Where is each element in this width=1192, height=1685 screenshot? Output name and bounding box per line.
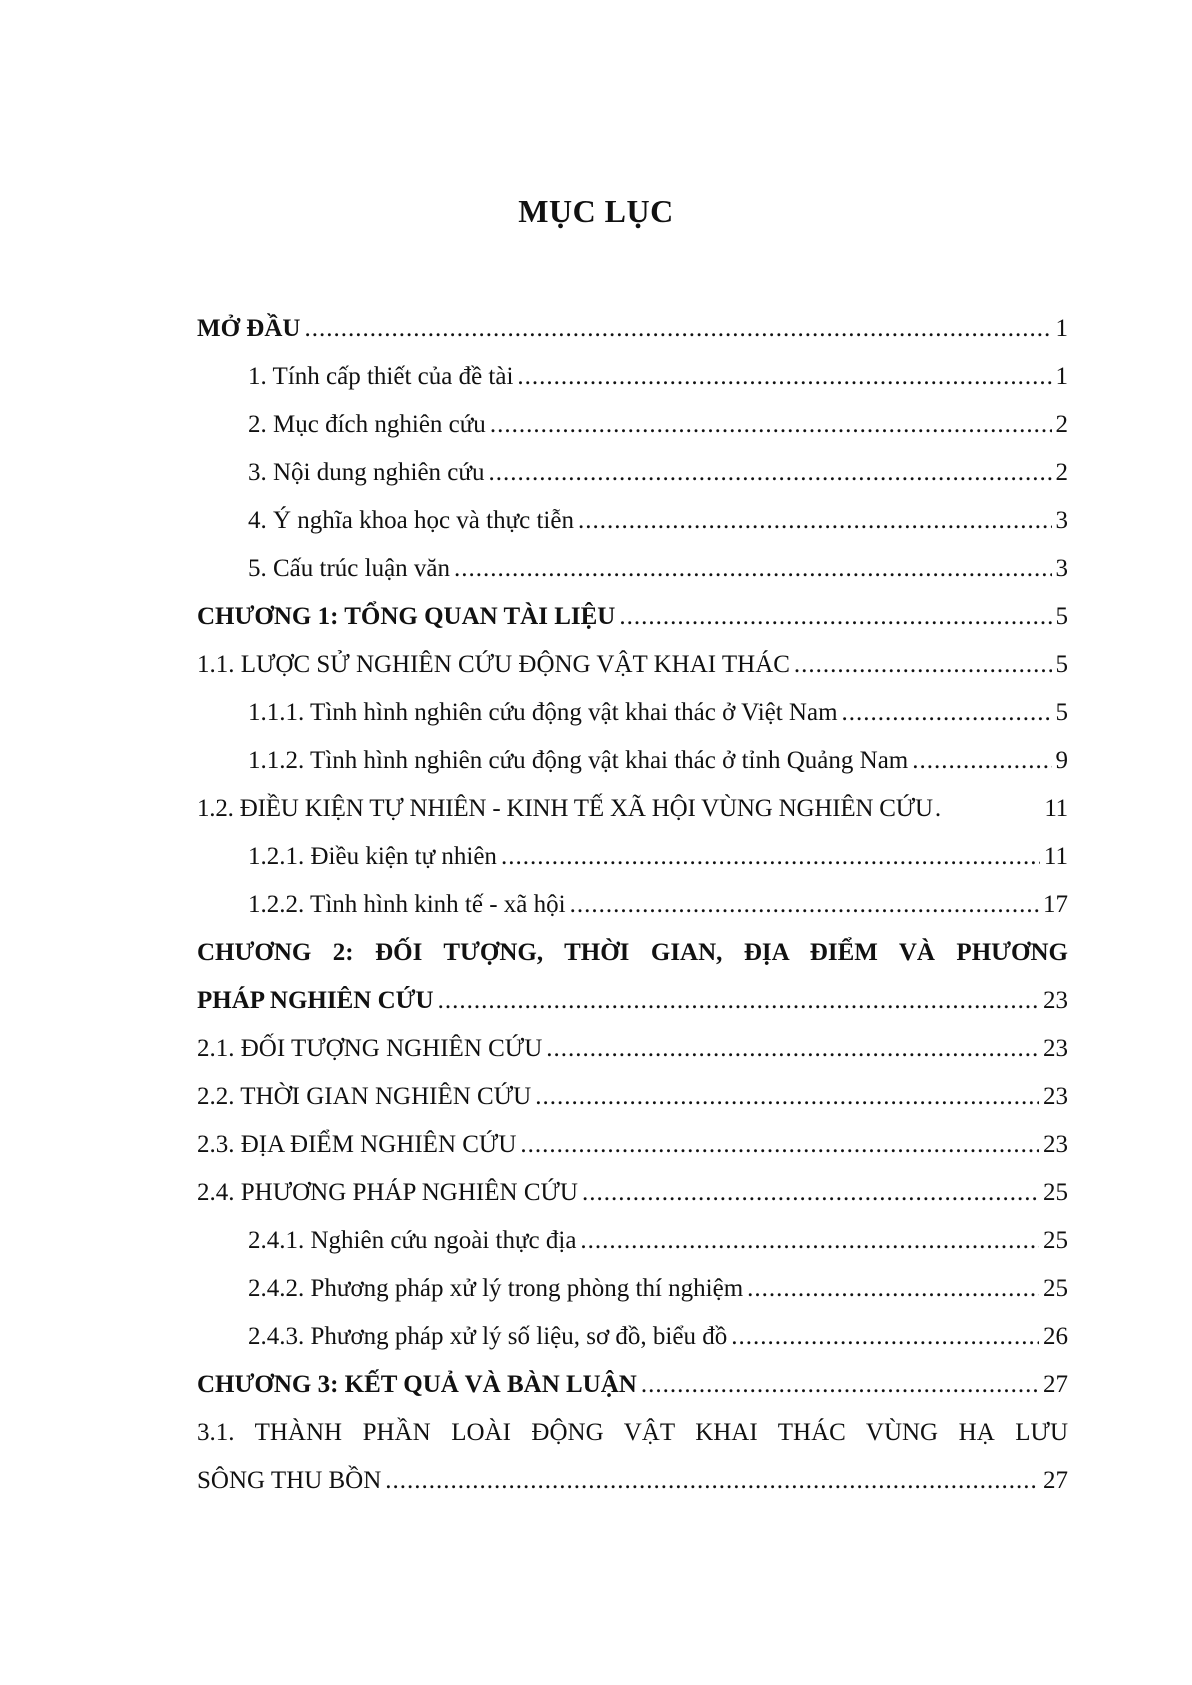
toc-entry-page: 26 [1043,1323,1068,1350]
toc-entry-label: 1.2. ĐIỀU KIỆN TỰ NHIÊN - KINH TẾ XÃ HỘI VÙNG NGHIÊN CỨU [197,795,933,822]
table-of-contents [197,296,1068,1496]
leader-dots [490,410,1052,440]
leader-dots [438,986,1039,1016]
leader-dots [619,602,1051,632]
leader-dots [304,314,1051,344]
leader-dots [570,890,1039,920]
toc-entry[interactable] [197,1352,1068,1400]
toc-entry-label: 2.4.2. Phương pháp xử lý trong phòng thí nghiệm [248,1275,744,1302]
toc-entry[interactable] [197,344,1068,392]
toc-entry-page: 23 [1043,1035,1068,1062]
toc-entry[interactable] [197,776,1068,824]
leader-dots [546,1034,1039,1064]
leader-dots [582,1178,1039,1208]
leader-dots [578,506,1052,536]
leader-dots [794,650,1052,680]
toc-entry-label: 2.3. ĐỊA ĐIỂM NGHIÊN CỨU [197,1131,517,1158]
toc-entry-label: 2. Mục đích nghiên cứu [248,411,486,438]
toc-entry-page: 2 [1055,411,1068,438]
toc-entry[interactable] [197,1208,1068,1256]
toc-entry-page: 25 [1043,1179,1068,1206]
toc-entry-label: 1.1.1. Tình hình nghiên cứu động vật khai thác ở Việt Nam [248,699,838,726]
toc-entry-page: 17 [1043,891,1068,918]
toc-entry-label: 3.1. THÀNH PHẦN LOÀI ĐỘNG VẬT KHAI THÁC VÙNG HẠ LƯU [197,1419,1068,1446]
toc-entry-page: 25 [1043,1275,1068,1302]
toc-entry[interactable] [197,824,1068,872]
toc-entry-label: 4. Ý nghĩa khoa học và thực tiễn [248,507,574,534]
toc-entry-line-1[interactable] [197,1400,1068,1448]
toc-entry[interactable] [197,536,1068,584]
toc-entry[interactable] [197,296,1068,344]
toc-entry[interactable] [197,1016,1068,1064]
toc-entry[interactable] [197,872,1068,920]
leader-dots [501,842,1040,872]
toc-entry[interactable] [197,1160,1068,1208]
leader-dots [842,698,1052,728]
toc-entry[interactable] [197,728,1068,776]
toc-entry-page: 3 [1055,507,1068,534]
toc-entry-label: 1.2.1. Điều kiện tự nhiên [248,843,497,870]
toc-entry-line-2[interactable] [197,968,1068,1016]
toc-entry-page: 5 [1055,603,1068,630]
toc-entry-label: 2.2. THỜI GIAN NGHIÊN CỨU [197,1083,532,1110]
toc-entry[interactable] [197,584,1068,632]
toc-entry-page: 23 [1043,1083,1068,1110]
toc-entry-page: 27 [1043,1467,1068,1494]
toc-entry-label: 2.1. ĐỐI TƯỢNG NGHIÊN CỨU [197,1035,543,1062]
page-title: MỤC LỤC [518,193,674,229]
toc-entry-line-2[interactable] [197,1448,1068,1496]
toc-entry-label: CHƯƠNG 3: KẾT QUẢ VÀ BÀN LUẬN [197,1371,637,1398]
toc-entry-page: 5 [1055,651,1068,678]
toc-entry-label: 1.2.2. Tình hình kinh tế - xã hội [248,891,566,918]
toc-entry[interactable] [197,680,1068,728]
toc-entry-page: 2 [1055,459,1068,486]
leader-dots [747,1274,1039,1304]
toc-entry-label: 5. Cấu trúc luận văn [248,555,451,582]
toc-entry-page: 27 [1043,1371,1068,1398]
toc-entry-label: SÔNG THU BỒN [197,1467,382,1494]
leader-dots [520,1130,1039,1160]
toc-entry-page: 23 [1043,1131,1068,1158]
leader-dots [488,458,1051,488]
toc-entry[interactable] [197,632,1068,680]
toc-entry[interactable] [197,392,1068,440]
toc-entry[interactable] [197,1112,1068,1160]
toc-entry-label: 2.4.1. Nghiên cứu ngoài thực địa [248,1227,577,1254]
toc-entry-page: 1 [1055,315,1068,342]
toc-entry-label: PHÁP NGHIÊN CỨU [197,987,434,1014]
leader-dots [641,1370,1039,1400]
toc-entry-page: 23 [1043,987,1068,1014]
toc-entry-page: 11 [1044,795,1068,822]
toc-entry-page: 9 [1055,747,1068,774]
toc-entry[interactable] [197,1064,1068,1112]
toc-entry-label: CHƯƠNG 1: TỔNG QUAN TÀI LIỆU [197,603,616,630]
toc-entry-line-1[interactable] [197,920,1068,968]
toc-entry[interactable] [197,440,1068,488]
toc-entry-page: 3 [1055,555,1068,582]
leader-dots [912,746,1051,776]
toc-entry-label: 1.1.2. Tình hình nghiên cứu động vật khai thác ở tỉnh Quảng Nam [248,747,909,774]
toc-entry[interactable] [197,1256,1068,1304]
toc-entry-page: 25 [1043,1227,1068,1254]
toc-entry-label: 3. Nội dung nghiên cứu [248,459,485,486]
toc-entry-page: 5 [1055,699,1068,726]
toc-entry-label: 1.1. LƯỢC SỬ NGHIÊN CỨU ĐỘNG VẬT KHAI THÁC [197,651,790,678]
toc-entry-label: 1. Tính cấp thiết của đề tài [248,363,514,390]
toc-entry-label: MỞ ĐẦU [197,315,301,342]
leader-dots [385,1466,1039,1496]
toc-entry-label: 2.4. PHƯƠNG PHÁP NGHIÊN CỨU [197,1179,578,1206]
toc-entry[interactable] [197,1304,1068,1352]
toc-entry-label: CHƯƠNG 2: ĐỐI TƯỢNG, THỜI GIAN, ĐỊA ĐIỂM VÀ PHƯƠNG [197,939,1068,966]
toc-entry-label: 2.4.3. Phương pháp xử lý số liệu, sơ đồ, biểu đồ [248,1323,728,1350]
toc-entry-page: 1 [1055,363,1068,390]
leader-dots [731,1322,1039,1352]
leader-dots [580,1226,1039,1256]
leader-dots [535,1082,1039,1112]
toc-entry-page: . [934,795,941,822]
leader-dots [517,362,1051,392]
toc-entry[interactable] [197,488,1068,536]
toc-entry-page: 11 [1043,843,1068,870]
leader-dots [454,554,1051,584]
